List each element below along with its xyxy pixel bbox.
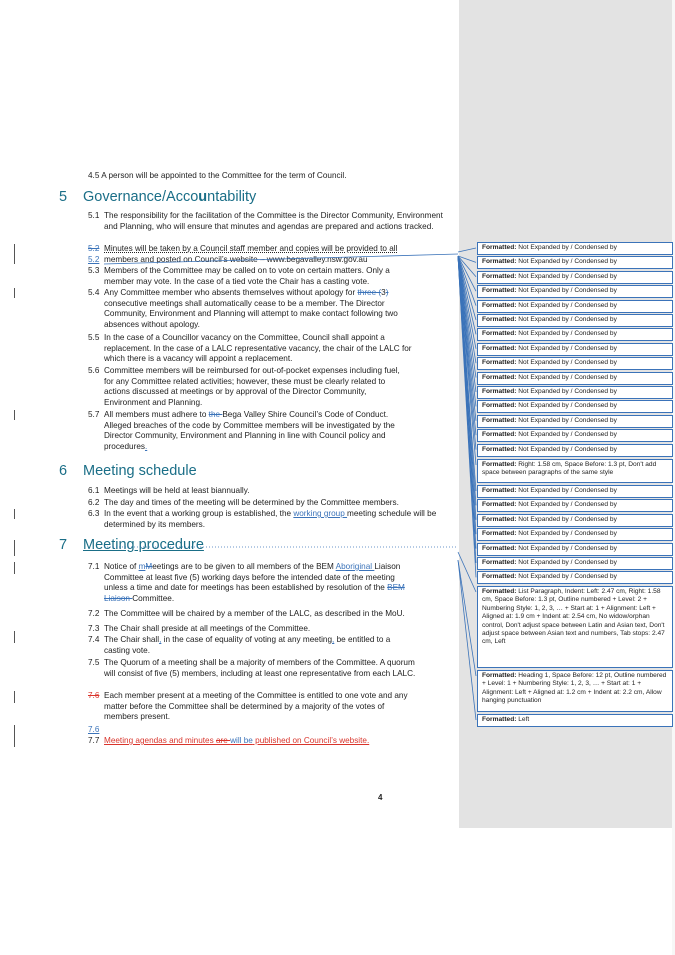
heading-text: ntability bbox=[207, 189, 257, 205]
heading-number: 6 bbox=[59, 463, 68, 479]
item-text: The Chair shall preside at all meetings of the Committee. bbox=[104, 624, 311, 633]
comment-balloon[interactable] bbox=[477, 586, 673, 668]
comment-text: Not Expanded by / Condensed by bbox=[518, 487, 617, 494]
comment-text: Not Expanded by / Condensed by bbox=[518, 431, 617, 439]
item-number: 4.5 bbox=[88, 171, 100, 180]
inserted-text: Aboriginal bbox=[335, 562, 375, 571]
comment-label: Formatted: bbox=[482, 544, 519, 552]
item-number: 7.3 bbox=[88, 624, 100, 633]
comment-balloon[interactable] bbox=[477, 714, 673, 727]
text-run: in the case of equality of voting at any meeting bbox=[161, 635, 333, 644]
comment-balloon[interactable] bbox=[477, 557, 673, 570]
item-number: 7.2 bbox=[88, 609, 100, 618]
comment-text: Not Expanded by / Condensed by bbox=[518, 301, 617, 309]
item-text: Each member present at a meeting of the Committee is entitled to one vote and any matter before the Committee shall be determined by a majority of the votes of members present. bbox=[104, 691, 408, 722]
heading-text: Governance/Acco bbox=[83, 189, 199, 205]
comment-balloon[interactable] bbox=[477, 571, 673, 584]
comment-text: Not Expanded by / Condensed by bbox=[518, 344, 617, 352]
comment-text: Not Expanded by / Condensed by bbox=[518, 501, 617, 509]
comment-label: Formatted: bbox=[482, 461, 519, 468]
comment-label: Formatted: bbox=[482, 272, 519, 280]
item-number: 5.4 bbox=[88, 288, 100, 297]
deleted-text: M bbox=[145, 562, 153, 571]
comment-balloon[interactable] bbox=[477, 670, 673, 712]
text-run: Committee. bbox=[132, 593, 175, 603]
heading-number: 7 bbox=[59, 537, 68, 553]
comment-balloon[interactable] bbox=[477, 357, 673, 370]
heading-text-bold: u bbox=[198, 189, 208, 205]
comment-text: Not Expanded by / Condensed by bbox=[518, 272, 617, 280]
text-run: consecutive meetings shall automatically cease to be a member. The Director Community, Environment and Planning will attempt to make contact following two absences without apology. bbox=[104, 298, 398, 329]
comment-text: Not Expanded by / Condensed by bbox=[518, 373, 617, 381]
comment-label: Formatted: bbox=[482, 672, 519, 679]
comment-balloon[interactable] bbox=[477, 386, 673, 399]
comment-balloon[interactable] bbox=[477, 459, 673, 483]
comment-text: Not Expanded by / Condensed by bbox=[518, 258, 617, 266]
comment-text: Right: 1.58 cm, Space Before: 1.3 pt, Don't add space between paragraphs of the same style bbox=[482, 461, 657, 477]
comment-text: Not Expanded by / Condensed by bbox=[518, 330, 617, 338]
comment-connector bbox=[458, 560, 476, 720]
item-text: In the case of a Councillor vacancy on the Committee, Council shall appoint a replacement. In the case of a LALC representative vacancy, the chair of the LALC for which there is a vacancy will appoint a replacement. bbox=[104, 333, 412, 364]
comment-balloon[interactable] bbox=[477, 415, 673, 428]
item-text-website[interactable]: members and posted on Council’s website – www.begavalley.nsw.gov.au bbox=[104, 255, 368, 264]
comment-label: Formatted: bbox=[482, 573, 519, 581]
comment-text: Not Expanded by / Condensed by bbox=[518, 445, 617, 453]
comment-balloon[interactable] bbox=[477, 514, 673, 527]
comment-label: Formatted: bbox=[482, 515, 519, 523]
comment-text: Heading 1, Space Before: 12 pt, Outline numbered + Level: 1 + Numbering Style: 1, 2, 3, … + Start at: 1 + Alignment: Left + Aligned at: 1.2 cm + Indent at: 2.2 cm, Allow hanging punctuation bbox=[482, 672, 667, 705]
comment-label: Formatted: bbox=[482, 287, 519, 295]
item-number: 6.2 bbox=[88, 498, 100, 507]
comment-label: Formatted: bbox=[482, 402, 519, 410]
item-text: The day and times of the meeting will be determined by the Committee members. bbox=[104, 498, 399, 507]
comment-label: Formatted: bbox=[482, 530, 519, 538]
comment-text: Not Expanded by / Condensed by bbox=[518, 416, 617, 424]
inserted-text: m bbox=[138, 562, 146, 571]
comment-text: Not Expanded by / Condensed by bbox=[518, 573, 617, 581]
comment-balloon[interactable] bbox=[477, 343, 673, 356]
comment-label: Formatted: bbox=[482, 301, 519, 309]
item-text: A person will be appointed to the Committee for the term of Council. bbox=[101, 171, 347, 180]
comment-label: Formatted: bbox=[482, 559, 519, 566]
comment-balloon[interactable] bbox=[477, 328, 673, 341]
item-number: 5.7 bbox=[88, 410, 100, 419]
inserted-number: 5.2 bbox=[88, 255, 100, 264]
item-text: The Quorum of a meeting shall be a majority of members of the Committee. A quorum will consist of five (5) members, including at least one representative from each LALC. bbox=[104, 658, 416, 678]
text-run: All members must adhere to bbox=[104, 410, 209, 419]
page-number: 4 bbox=[378, 793, 383, 802]
item-number: 7.4 bbox=[88, 635, 100, 644]
comment-lead-line bbox=[104, 254, 458, 264]
comment-text: Not Expanded by / Condensed by bbox=[518, 359, 617, 367]
deleted-text: three ( bbox=[357, 288, 382, 297]
comment-text: Not Expanded by / Condensed by bbox=[518, 544, 617, 552]
text-run: published on Council’s website. bbox=[252, 736, 370, 745]
item-text: Committee members will be reimbursed for out-of-pocket expenses including fuel, for any Committee related activities; however, these must be clearly related to actions discussed at meetings or by approval of the Director Community, Environment and Planning. bbox=[104, 366, 400, 407]
inserted-text: will be bbox=[230, 736, 253, 745]
comment-label: Formatted: bbox=[482, 359, 519, 367]
deleted-text: are bbox=[215, 736, 231, 745]
text-run: 3 bbox=[381, 288, 386, 297]
inserted-text: . bbox=[144, 441, 148, 451]
comment-text: Not Expanded by / Condensed by bbox=[518, 316, 617, 323]
text-run: The Chair shall bbox=[104, 635, 160, 644]
comment-text: Not Expanded by / Condensed by bbox=[518, 530, 617, 538]
comment-balloon[interactable] bbox=[477, 271, 673, 284]
item-number: 6.3 bbox=[88, 509, 100, 518]
comment-label: Formatted: bbox=[482, 487, 519, 494]
comment-balloon[interactable] bbox=[477, 400, 673, 413]
heading-text: Meeting procedure bbox=[83, 537, 204, 553]
item-number: 5.1 bbox=[88, 211, 100, 220]
deleted-number: 5.2 bbox=[88, 244, 100, 253]
comment-balloon[interactable] bbox=[477, 444, 673, 457]
comment-label: Formatted: bbox=[482, 416, 519, 424]
deleted-text: the bbox=[208, 410, 223, 419]
text-run: Bega Valley Shire Council’s Code of Conduct. Alleged breaches of the code by Committee members will be investigated by the Director Community, Environment and Planning in line with Council policy and procedures bbox=[104, 410, 395, 451]
comment-label: Formatted: bbox=[482, 330, 519, 338]
item-text: The responsibility for the facilitation of the Committee is the Director Community, Environment and Planning, who will ensure that minutes and agendas are prepared and actions tracked. bbox=[104, 211, 443, 231]
comment-label: Formatted: bbox=[482, 501, 519, 509]
item-text: The Committee will be chaired by a member of the LALC, as described in the MoU. bbox=[104, 609, 405, 618]
inserted-text: working group bbox=[293, 509, 348, 518]
comment-balloon[interactable] bbox=[477, 256, 673, 269]
comment-label: Formatted: bbox=[482, 244, 519, 251]
comment-balloon[interactable] bbox=[477, 485, 673, 498]
comment-balloon[interactable] bbox=[477, 300, 673, 313]
heading-number: 5 bbox=[59, 189, 68, 205]
inserted-number: 7.6 bbox=[88, 725, 100, 734]
item-number: 5.5 bbox=[88, 333, 100, 342]
text-run: Liaison Committee at least five (5) working days before the intended date of the meeting unless a time and date for meetings has been established by resolution of the bbox=[104, 562, 401, 593]
item-text: Members of the Committee may be called on to vote on certain matters. Only a member may vote. In the case of a tied vote the Chair has a casting vote. bbox=[104, 266, 390, 286]
comment-balloon[interactable] bbox=[477, 372, 673, 385]
comment-text: Not Expanded by / Condensed by bbox=[518, 388, 617, 395]
text-run: Meeting agendas and minutes bbox=[104, 736, 216, 745]
comment-balloon[interactable] bbox=[477, 429, 673, 442]
comment-text: Not Expanded by / Condensed by bbox=[518, 244, 617, 251]
item-number: 7.5 bbox=[88, 658, 100, 667]
text-run: In the event that a working group is established, the bbox=[104, 509, 294, 518]
comment-label: Formatted: bbox=[482, 258, 519, 266]
comment-label: Formatted: bbox=[482, 373, 519, 381]
comment-label: Formatted: bbox=[482, 344, 519, 352]
inserted-text: , bbox=[159, 635, 162, 644]
comment-label: Formatted: bbox=[482, 388, 519, 395]
item-number: 7.1 bbox=[88, 562, 100, 571]
text-run: Notice of bbox=[104, 562, 139, 571]
item-number: 7.7 bbox=[88, 736, 100, 745]
item-number: 5.6 bbox=[88, 366, 100, 375]
text-run: meeting schedule will be determined by its members. bbox=[104, 509, 437, 529]
comment-text: List Paragraph, Indent: Left: 2.47 cm, Right: 1.58 cm, Space Before: 1.3 pt, Outline numbered + Level: 2 + Numbering Style: 1, 2, 3, … + Start at: 1 + Alignment: Left + Aligned at: 1.9 cm + Indent at: 2.54 cm, No widow/orphan control, Don't adjust space between Latin and Asian text, Don't adjust space between Asian text and numbers, Tab stops: 2.47 cm, Left bbox=[482, 588, 665, 646]
item-number: 6.1 bbox=[88, 486, 100, 495]
comment-text: Not Expanded by / Condensed by bbox=[518, 515, 617, 523]
comment-balloon[interactable] bbox=[477, 314, 673, 327]
heading-text: Meeting schedule bbox=[83, 463, 197, 479]
item-number: 5.3 bbox=[88, 266, 100, 275]
text-run: be entitled to a casting vote. bbox=[104, 635, 391, 655]
text-run: Any Committee member who absents themselves without apology for bbox=[104, 288, 358, 297]
comment-label: Formatted: bbox=[482, 716, 519, 723]
comment-connector bbox=[458, 248, 476, 252]
comment-balloon[interactable] bbox=[477, 499, 673, 512]
inserted-text: , bbox=[332, 635, 335, 644]
item-text: Meetings will be held at least biannually. bbox=[104, 486, 250, 495]
comment-label: Formatted: bbox=[482, 445, 519, 453]
comment-label: Formatted: bbox=[482, 588, 519, 595]
deleted-text: ) bbox=[385, 288, 389, 297]
text-run: eetings are to be given to all members of the BEM bbox=[152, 562, 336, 571]
item-text: Minutes will be taken by a Council staff member and copies will be provided to all bbox=[104, 244, 398, 253]
comment-balloon[interactable] bbox=[477, 285, 673, 298]
comment-text: Not Expanded by / Condensed by bbox=[518, 559, 617, 566]
comment-balloon[interactable] bbox=[477, 242, 673, 255]
comment-text: Not Expanded by / Condensed by bbox=[518, 287, 617, 295]
comment-connector bbox=[458, 560, 476, 676]
deleted-number: 7.6 bbox=[88, 691, 100, 700]
comment-text: Left bbox=[518, 716, 530, 723]
comment-label: Formatted: bbox=[482, 316, 519, 323]
comment-balloon[interactable] bbox=[477, 543, 673, 556]
comment-text: Not Expanded by / Condensed by bbox=[518, 402, 617, 410]
deleted-text: BEM Liaison bbox=[104, 583, 405, 603]
comment-label: Formatted: bbox=[482, 431, 519, 439]
comment-balloon[interactable] bbox=[477, 528, 673, 541]
